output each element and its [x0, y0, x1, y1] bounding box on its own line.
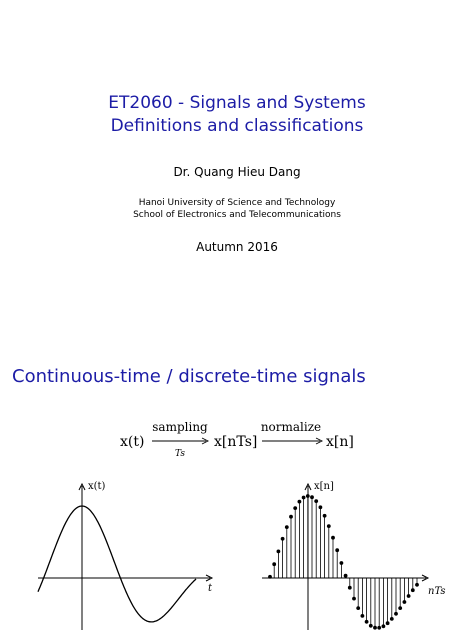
content-slide: [0, 330, 474, 632]
sample-dot: [323, 514, 327, 518]
sample-dot: [398, 606, 402, 610]
continuous-signal-plot: [38, 481, 213, 630]
sample-dot: [327, 524, 331, 528]
sampling-flow-diagram: [0, 420, 474, 460]
sample-dot: [394, 612, 398, 616]
flow-arrow1-top-label: sampling: [152, 420, 208, 434]
sample-dot: [390, 617, 394, 621]
discrete-signal-plot: [262, 481, 446, 630]
sample-dot: [382, 624, 386, 628]
right-x-label: nTs: [428, 586, 446, 597]
sample-dot: [289, 515, 293, 519]
sample-dot: [369, 624, 373, 628]
sample-dot: [352, 597, 356, 601]
sample-dot: [411, 588, 415, 592]
sample-dot: [306, 494, 310, 498]
continuous-signal-curve: [38, 506, 196, 622]
flow-output: x[n]: [326, 434, 354, 450]
lecture-title: Definitions and classifications: [110, 116, 364, 136]
flow-arrow1-bottom-label: Ts: [175, 449, 185, 459]
sample-dot: [386, 621, 390, 625]
sample-dot: [281, 537, 285, 541]
sample-dot: [415, 583, 419, 587]
affiliation-school: School of Electronics and Telecommunications: [133, 210, 341, 220]
sample-dot: [407, 594, 411, 598]
sample-dot: [293, 506, 297, 510]
sample-dot: [340, 561, 344, 565]
flow-middle: x[nTs]: [214, 434, 258, 450]
sample-dot: [356, 606, 360, 610]
sample-dot: [302, 496, 306, 500]
flow-input: x(t): [120, 434, 145, 450]
sample-dot: [310, 495, 314, 499]
sample-dot: [314, 499, 318, 503]
sample-dot: [361, 614, 365, 618]
sample-dot: [344, 574, 348, 578]
flow-arrow2-top-label: normalize: [260, 420, 322, 434]
sample-dot: [298, 500, 302, 504]
course-title: ET2060 - Signals and Systems: [108, 93, 366, 113]
sample-dot: [268, 575, 272, 579]
frame-title: Continuous-time / discrete-time signals: [12, 366, 366, 387]
sample-dot: [335, 548, 339, 552]
affiliation-university: Hanoi University of Science and Technology: [138, 198, 336, 208]
sample-dot: [348, 586, 352, 590]
sample-dot: [373, 626, 377, 630]
sample-dot: [285, 525, 289, 529]
sample-dot: [377, 626, 381, 630]
left-x-label: t: [208, 583, 213, 594]
author-name: Dr. Quang Hieu Dang: [173, 165, 301, 179]
right-y-label: x[n]: [314, 481, 334, 492]
left-y-label: x(t): [88, 481, 106, 492]
sample-dot: [331, 536, 335, 540]
date: Autumn 2016: [196, 240, 278, 254]
sample-dot: [272, 562, 276, 566]
sample-dot: [277, 550, 281, 554]
sample-dot: [403, 600, 407, 604]
sample-dot: [365, 620, 369, 624]
signal-plots: [0, 470, 474, 632]
sample-dot: [319, 505, 323, 509]
